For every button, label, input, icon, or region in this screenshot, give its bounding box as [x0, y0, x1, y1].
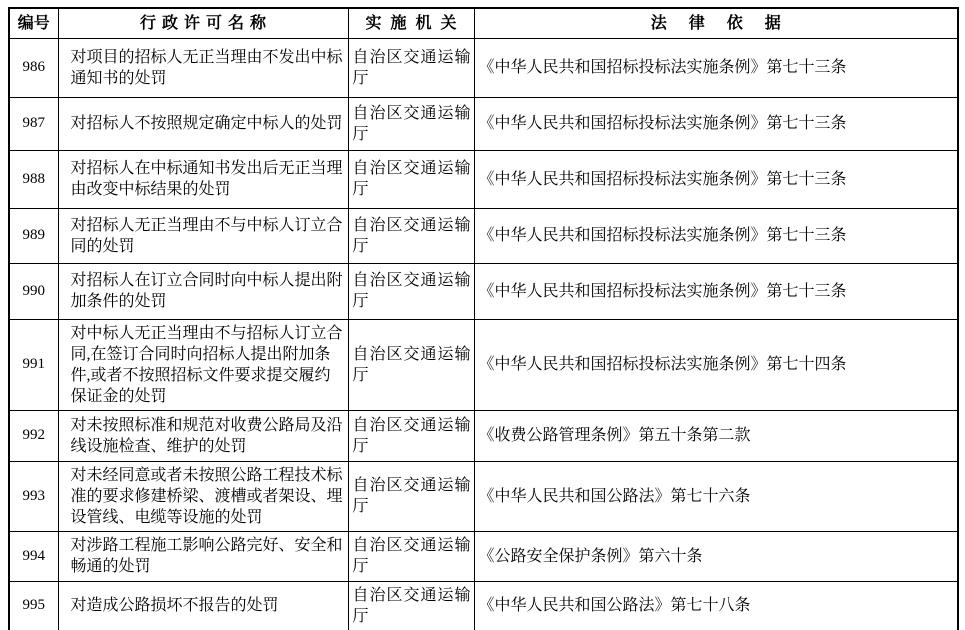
- permit-name-cell: 对招标人无正当理由不与中标人订立合同的处罚: [58, 208, 348, 263]
- header-number: 编号: [9, 8, 58, 38]
- row-number-cell: 990: [9, 263, 58, 319]
- row-number-cell: 988: [9, 150, 58, 208]
- header-agency: 实施机关: [348, 8, 474, 38]
- agency-cell: 自治区交通运输厅: [348, 410, 474, 461]
- permit-name-cell: 对中标人无正当理由不与招标人订立合同,在签订合同时向招标人提出附加条件,或者不按照招标文件要求提交履约保证金的处罚: [58, 319, 348, 410]
- table-row: [9, 410, 958, 461]
- agency-cell: 自治区交通运输厅: [348, 263, 474, 319]
- row-number-cell: 993: [9, 461, 58, 531]
- table-row: [9, 461, 958, 531]
- row-number-cell: 995: [9, 581, 58, 630]
- row-number-cell: 986: [9, 38, 58, 97]
- table-row: [9, 531, 958, 581]
- agency-cell: 自治区交通运输厅: [348, 208, 474, 263]
- table-row: [9, 263, 958, 319]
- permit-name-cell: 对未经同意或者未按照公路工程技术标准的要求修建桥梁、渡槽或者架设、埋设管线、电缆等设施的处罚: [58, 461, 348, 531]
- table-row: [9, 208, 958, 263]
- permit-name-cell: 对项目的招标人无正当理由不发出中标通知书的处罚: [58, 38, 348, 97]
- legal-basis-cell: 《公路安全保护条例》第六十条: [474, 531, 958, 581]
- permit-name-cell: 对招标人在中标通知书发出后无正当理由改变中标结果的处罚: [58, 150, 348, 208]
- header-legal-basis: 法律依据: [474, 8, 958, 38]
- table-row: [9, 97, 958, 150]
- row-number-cell: 987: [9, 97, 58, 150]
- row-number-cell: 989: [9, 208, 58, 263]
- table-row: [9, 38, 958, 97]
- agency-cell: 自治区交通运输厅: [348, 319, 474, 410]
- permit-name-cell: 对招标人不按照规定确定中标人的处罚: [58, 97, 348, 150]
- row-number-cell: 994: [9, 531, 58, 581]
- legal-basis-cell: 《中华人民共和国招标投标法实施条例》第七十三条: [474, 97, 958, 150]
- row-number-cell: 991: [9, 319, 58, 410]
- row-number-cell: 992: [9, 410, 58, 461]
- agency-cell: 自治区交通运输厅: [348, 38, 474, 97]
- permit-name-cell: 对涉路工程施工影响公路完好、安全和畅通的处罚: [58, 531, 348, 581]
- table-row: [9, 150, 958, 208]
- agency-cell: 自治区交通运输厅: [348, 531, 474, 581]
- header-row: [9, 8, 958, 38]
- table-row: [9, 581, 958, 630]
- legal-basis-cell: 《中华人民共和国招标投标法实施条例》第七十三条: [474, 38, 958, 97]
- permits-table: [8, 7, 959, 630]
- agency-cell: 自治区交通运输厅: [348, 97, 474, 150]
- legal-basis-cell: 《中华人民共和国招标投标法实施条例》第七十三条: [474, 208, 958, 263]
- legal-basis-cell: 《中华人民共和国公路法》第七十八条: [474, 581, 958, 630]
- legal-basis-cell: 《中华人民共和国招标投标法实施条例》第七十三条: [474, 263, 958, 319]
- permit-name-cell: 对招标人在订立合同时向中标人提出附加条件的处罚: [58, 263, 348, 319]
- legal-basis-cell: 《中华人民共和国招标投标法实施条例》第七十四条: [474, 319, 958, 410]
- legal-basis-cell: 《中华人民共和国招标投标法实施条例》第七十三条: [474, 150, 958, 208]
- permit-name-cell: 对未按照标准和规范对收费公路局及沿线设施检查、维护的处罚: [58, 410, 348, 461]
- header-permit-name: 行政许可名称: [58, 8, 348, 38]
- permit-name-cell: 对造成公路损坏不报告的处罚: [58, 581, 348, 630]
- legal-basis-cell: 《收费公路管理条例》第五十条第二款: [474, 410, 958, 461]
- table-row: [9, 319, 958, 410]
- legal-basis-cell: 《中华人民共和国公路法》第七十六条: [474, 461, 958, 531]
- agency-cell: 自治区交通运输厅: [348, 150, 474, 208]
- agency-cell: 自治区交通运输厅: [348, 581, 474, 630]
- agency-cell: 自治区交通运输厅: [348, 461, 474, 531]
